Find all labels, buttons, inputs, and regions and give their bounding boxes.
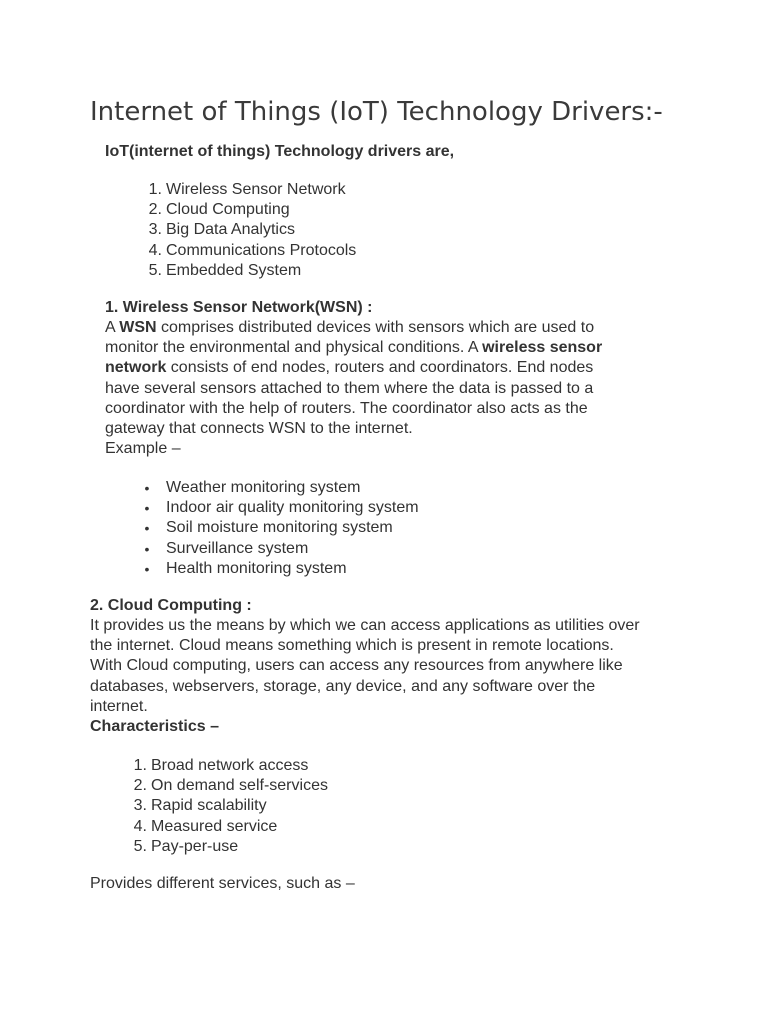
services-text: Provides different services, such as –	[90, 875, 355, 892]
list-item	[133, 756, 328, 776]
list-item-label: Wireless Sensor Network	[166, 181, 346, 198]
list-item	[144, 559, 419, 579]
list-item	[148, 200, 356, 220]
list-item-label: Pay-per-use	[151, 837, 239, 855]
list-item-label: Rapid scalability	[151, 797, 267, 815]
paragraph-line	[105, 358, 665, 378]
list-item-label: Big Data Analytics	[166, 221, 295, 239]
wsn-heading: 1. Wireless Sensor Network(WSN) :	[105, 299, 373, 316]
list-item-label: Soil moisture monitoring system	[166, 519, 393, 537]
list-item	[133, 837, 328, 857]
bullet-icon: •	[144, 540, 150, 557]
list-number: 1.	[133, 757, 147, 774]
page-title: Internet of Things (IoT) Technology Drivers:-	[90, 97, 663, 127]
cloud-paragraph	[90, 616, 690, 717]
paragraph-line	[105, 318, 665, 338]
list-item	[133, 776, 328, 796]
bold-term-wsn: WSN	[119, 319, 157, 336]
list-item-label: Weather monitoring system	[166, 479, 361, 496]
list-number: 2.	[133, 777, 147, 795]
paragraph-line: the internet. Cloud means something which is present in remote locations.	[90, 637, 614, 655]
paragraph-line: coordinator with the help of routers. The coordinator also acts as the	[105, 399, 588, 417]
examples-list	[144, 478, 419, 579]
bullet-icon: •	[144, 500, 150, 517]
list-number: 3.	[148, 221, 162, 239]
bold-term-network: network	[105, 359, 167, 377]
list-number: 3.	[133, 797, 147, 815]
list-item	[148, 220, 356, 240]
list-item	[144, 539, 419, 559]
list-number: 5.	[133, 837, 147, 855]
text-run: monitor the environmental and physical conditions. A	[105, 339, 483, 357]
wsn-paragraph	[105, 318, 665, 459]
bullet-icon: •	[144, 480, 150, 496]
list-item-label: Embedded System	[166, 261, 302, 279]
list-number: 4.	[133, 817, 147, 835]
list-item	[144, 498, 419, 518]
bullet-icon: •	[144, 560, 150, 577]
bold-term-wireless-sensor: wireless sensor	[482, 339, 603, 357]
paragraph-line: gateway that connects WSN to the internet.	[105, 420, 413, 438]
paragraph-line: With Cloud computing, users can access any resources from anywhere like	[90, 657, 623, 675]
list-item-label: Measured service	[151, 817, 278, 835]
text-run: A	[105, 319, 120, 336]
bullet-icon: •	[144, 520, 150, 537]
list-item	[144, 518, 419, 538]
list-number: 1.	[148, 181, 162, 198]
example-label: Example –	[105, 440, 181, 458]
list-item-label: Indoor air quality monitoring system	[166, 499, 419, 517]
drivers-list	[148, 180, 357, 281]
intro-text: IoT(internet of things) Technology drivers are,	[105, 143, 455, 160]
paragraph-line	[105, 338, 665, 358]
list-item	[133, 817, 328, 837]
list-item	[148, 180, 356, 200]
cloud-heading: 2. Cloud Computing :	[90, 597, 252, 614]
list-number: 5.	[148, 261, 162, 279]
text-run: consists of end nodes, routers and coordinators. End nodes	[166, 359, 594, 377]
list-item-label: Health monitoring system	[166, 559, 347, 577]
list-item	[133, 796, 328, 816]
text-run: comprises distributed devices with sensors which are used to	[156, 319, 595, 336]
characteristics-list	[133, 756, 328, 857]
list-item	[148, 241, 357, 261]
paragraph-line: databases, webservers, storage, any device, and any software over the	[90, 677, 596, 695]
list-item-label: On demand self-services	[151, 777, 328, 795]
characteristics-heading: Characteristics –	[90, 718, 219, 735]
paragraph-line: have several sensors attached to them where the data is passed to a	[105, 379, 594, 397]
list-item-label: Communications Protocols	[166, 241, 357, 259]
list-item-label: Cloud Computing	[166, 201, 290, 219]
paragraph-line: It provides us the means by which we can access applications as utilities over	[90, 617, 640, 634]
list-number: 4.	[148, 241, 162, 259]
paragraph-line: internet.	[90, 697, 148, 715]
list-item	[144, 478, 419, 498]
list-item-label: Surveillance system	[166, 539, 309, 557]
list-item-label: Broad network access	[151, 757, 309, 774]
list-item	[148, 261, 356, 281]
list-number: 2.	[148, 201, 162, 219]
